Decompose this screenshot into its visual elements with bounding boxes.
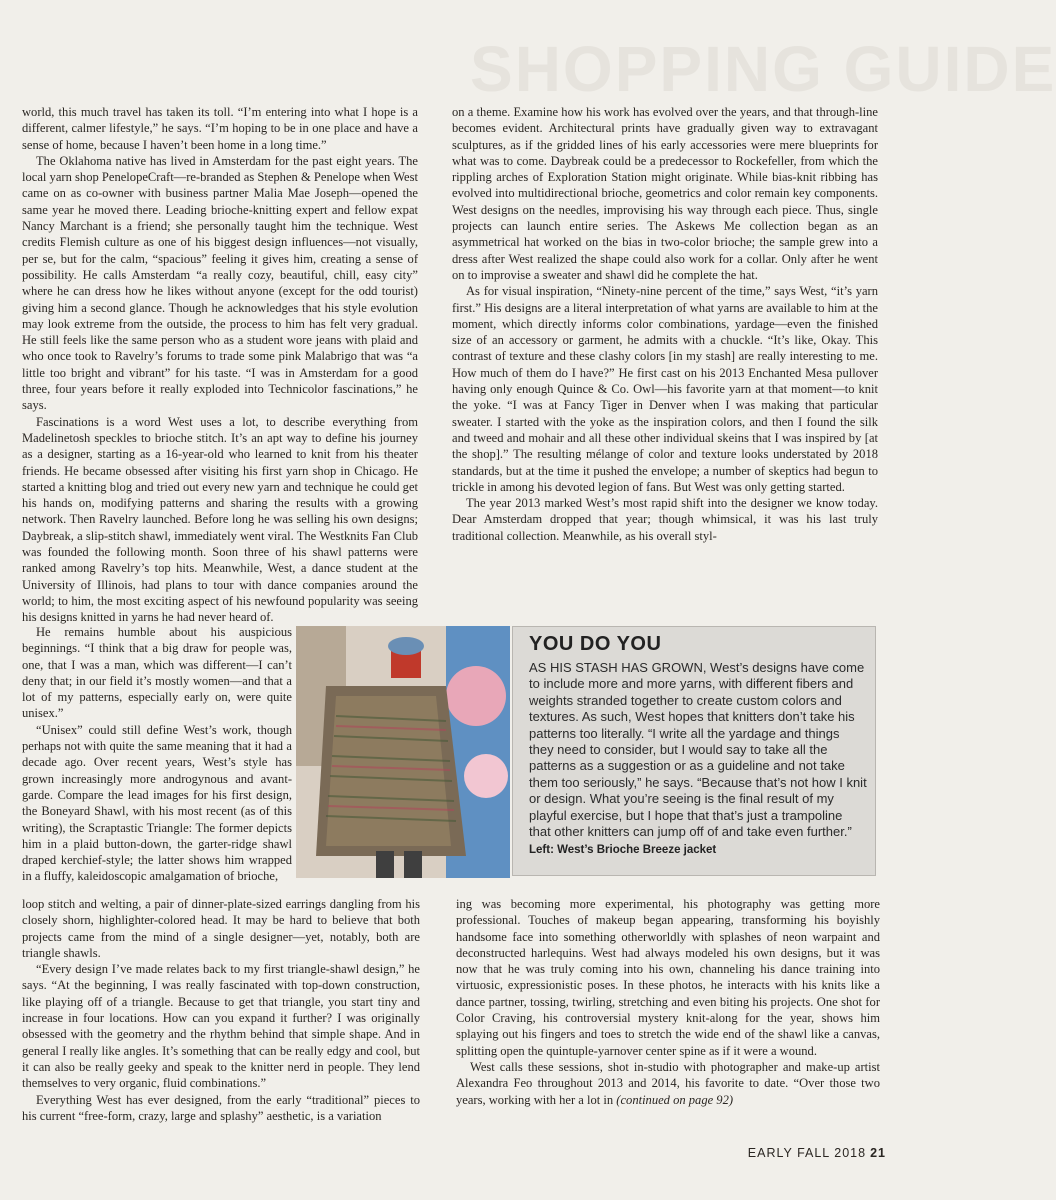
issue-label: EARLY FALL 2018 [747, 1146, 867, 1160]
column-right-top [452, 104, 878, 544]
page-folio [748, 1146, 886, 1160]
photo-illustration [296, 626, 510, 878]
article-paragraph: on a theme. Examine how his work has evolved over the years, and that through-line becomes evident. Architectural prints have gradually given way to extravagant sculptures, as if the gridded lines of his early accessories were mere blueprints for what was to come. Daybreak could be a predecessor to Rockefeller, from which the rippling arches of Exploration Station might originate. While bias-knit ribbing has evolved into multidirectional brioche, geometrics and color remain key components. West designs on the needles, improvising his way through each piece. Thus, single projects can launch entire series. The Askews Me collection began as an asymmetrical hat worked on the bias in two-color brioche; the sample grew into a dress after West realized the shape could also work for a collar. Only after he went on to improvise a sweater and shawl did he complete the hat. [452, 105, 878, 282]
page-number: 21 [870, 1146, 886, 1160]
continued-note: (continued on page 92) [613, 1092, 734, 1107]
article-paragraph: As for visual inspiration, “Ninety-nine percent of the time,” says West, “it’s yarn first.” His designs are a literal interpretation of what yarns are available to him at the moment, which directly informs color combinations, yardage—even the finished size of an accessory or garment, he admits with a chuckle. “It’s like, Okay. This contrast of texture and these clashy colors [in my stash] are really interesting to me. How much of them do I have?” He first cast on his 2013 Enchanted Mesa pullover having only enough Quince & Co. Owl—his favorite yarn at that moment—to knit the yoke. “I was at Fancy Tiger in Denver when I was making that particular sweater. I started with the yoke as the inspiration colors, and then I found the silk and tweed and mohair and all these other individual skeins that I was inspired by [at the shop].” The resulting mélange of color and texture looks understated by 2018 standards, but at the time it pushed the envelope; a number of skeptics had begun to trickle in among his devoted legion of fans. But West was only getting started. [452, 284, 878, 494]
article-paragraph: The year 2013 marked West’s most rapid shift into the designer we know today. Dear Amsterdam dropped that year; though whimsical, it was his last truly traditional collection. Meanwhile, as his overall styl- [452, 496, 878, 543]
column-left-middle [22, 624, 292, 885]
column-left-bottom [22, 896, 420, 1124]
photo-caption: Left: West’s Brioche Breeze jacket [529, 844, 717, 857]
column-left-top [22, 104, 418, 626]
article-paragraph: ing was becoming more experimental, his photography was getting more professional. Touches of makeup began appearing, transforming his boyishly handsome face into something otherworldly with splashes of neon warpaint and deconstructed harlequins. West had always modeled his own designs, but it was now that he was truly coming into his own, channeling his dance training into virtuosic, expressionistic poses. In these photos, he interacts with his knits like a dance partner, tossing, twirling, stretching and even biting his projects. One shot for Color Craving, his controversial mystery knit-along for the year, shows him splaying out his fingers and toes to stretch the wide end of the shawl like a canvas, splitting open the quintuple-yarnover center spine as if it were a wound. [456, 897, 880, 1058]
article-paragraph: Everything West has ever designed, from the early “traditional” pieces to his current “free-form, crazy, large and splashy” aesthetic, is a variation [22, 1092, 420, 1123]
article-paragraph: “Every design I’ve made relates back to my first triangle-shawl design,” he says. “At the beginning, I was really fascinated with top-down construction, like playing off of a triangle. Because to get that triangle, you start tiny and increase in four locations. How can you expand it further? I was originally obsessed with the geometry and the rhythm behind that simple shape. And in general I really like angles. It’s something that can be really edgy and cool, but it can also be really geeky and speak to the knitter nerd in people. They lend themselves to very organic, fluid combinations.” [22, 962, 420, 1091]
brioche-breeze-jacket-photo [296, 626, 510, 878]
article-paragraph: The Oklahoma native has lived in Amsterdam for the past eight years. The local yarn shop PenelopeCraft—re-branded as Stephen & Penelope when West came on as co-owner with business partner Malia Mae Joseph—opened the same year he moved there. Leading brioche-knitting expert and fellow expat Nancy Marchant is a friend; she personally taught him the technique. West credits Flemish culture as one of his biggest design influences—not visually, per se, but for the calm, “spacious” feeling it gives him, creating a sense of possibility. He calls Amsterdam “a really cozy, beautiful, chill, easy city” where he can dress how he likes without anyone (except for the odd tourist) giving him a second glance. Though he acknowledges that his style evolution may look extreme from the outside, the process to him has felt very gradual. He still feels like the same person who as a student wore jeans with plaid and who once took to Ravelry’s forums to trade some pink Malabrigo that was “a little too bright and vibrant” for his taste. “I was in Amsterdam for a good three, four years before it really exploded into Technicolor fascinations,” he says. [22, 153, 418, 413]
ghost-header-text: SHOPPING GUIDE [470, 33, 1056, 105]
article-paragraph: loop stitch and welting, a pair of dinner-plate-sized earrings dangling from his closely shorn, highlighter-colored head. It may be hard to believe that both projects came from the mind of a single designer—yet, notably, both are triangle shawls. [22, 897, 420, 960]
sidebar-body: AS HIS STASH HAS GROWN, West’s designs have come to include more and more yarns, with different fibers and weights stranded together to create custom colors and textures. As such, West hopes that knitters don’t take his patterns too literally. “I write all the yardage and things they need to consider, but I would say to take all the patterns as a suggestion or as a guideline and not take them too seriously,” he says. “Because that’s not how I knit or design. What you’re seeing is the final result of my playful exercise, but I hope that that’s just a trampoline that other knitters can jump off of and take even further.” [529, 660, 867, 840]
article-paragraph: Fascinations is a word West uses a lot, to describe everything from Madelinetosh speckles to brioche stitch. It’s an apt way to define his journey as a designer, starting as a 16-year-old who learned to knit from his theater friends. He became obsessed after visiting his first yarn shop in Chicago. He started a knitting blog and tried out every new yarn and technique he could get his hands on, modifying patterns and sharing the results with a growing network. Then Ravelry launched. Before long he was selling his own designs; Daybreak, a slip-stitch shawl, immediately went viral. The Westknits Fan Club was founded the following month. Soon three of his shawl patterns were ranked among Ravelry’s top hits. Meanwhile, West, a dance student at the University of Illinois, had plans to tour with dance companies around the world; to him, the most exciting aspect of his newfound popularity was seeing his designs knitted in yarns he had never heard of. [22, 414, 418, 625]
article-paragraph: “Unisex” could still define West’s work, though perhaps not with quite the same meaning that it had a decade ago. Over recent years, West’s style has grown increasingly more androgynous and avant-garde. Compare the lead images for his first design, the Boneyard Shawl, with his most recent (as of this writing), the Scraptastic Triangle: The former depicts him in a plaid button-down, the garter-ridge shawl draped kerchief-style; the latter shows him wrapped in a fluffy, kaleidoscopic amalgamation of brioche, [22, 722, 292, 884]
article-paragraph: West calls these sessions, shot in-studio with photographer and make-up artist Alexandra Feo throughout 2013 and 2014, his favorite to date. “Over those two years, working with her a lot in (continued on page 92) [456, 1059, 880, 1107]
column-right-bottom [456, 896, 880, 1108]
article-paragraph: world, this much travel has taken its toll. “I’m entering into what I hope is a different, calmer lifestyle,” he says. “I’m hoping to be in one place and have a sense of home, because I haven’t been home in a long time.” [22, 105, 418, 152]
sidebar-you-do-you [512, 626, 876, 876]
article-paragraph: He remains humble about his auspicious beginnings. “I think that a big draw for people was, one, that I was a man, which was different—I can’t deny that; in our field it’s mostly women—and that a lot of my patterns, especially early on, were quite unisex.” [22, 625, 292, 721]
sidebar-title: YOU DO YOU [529, 633, 662, 655]
